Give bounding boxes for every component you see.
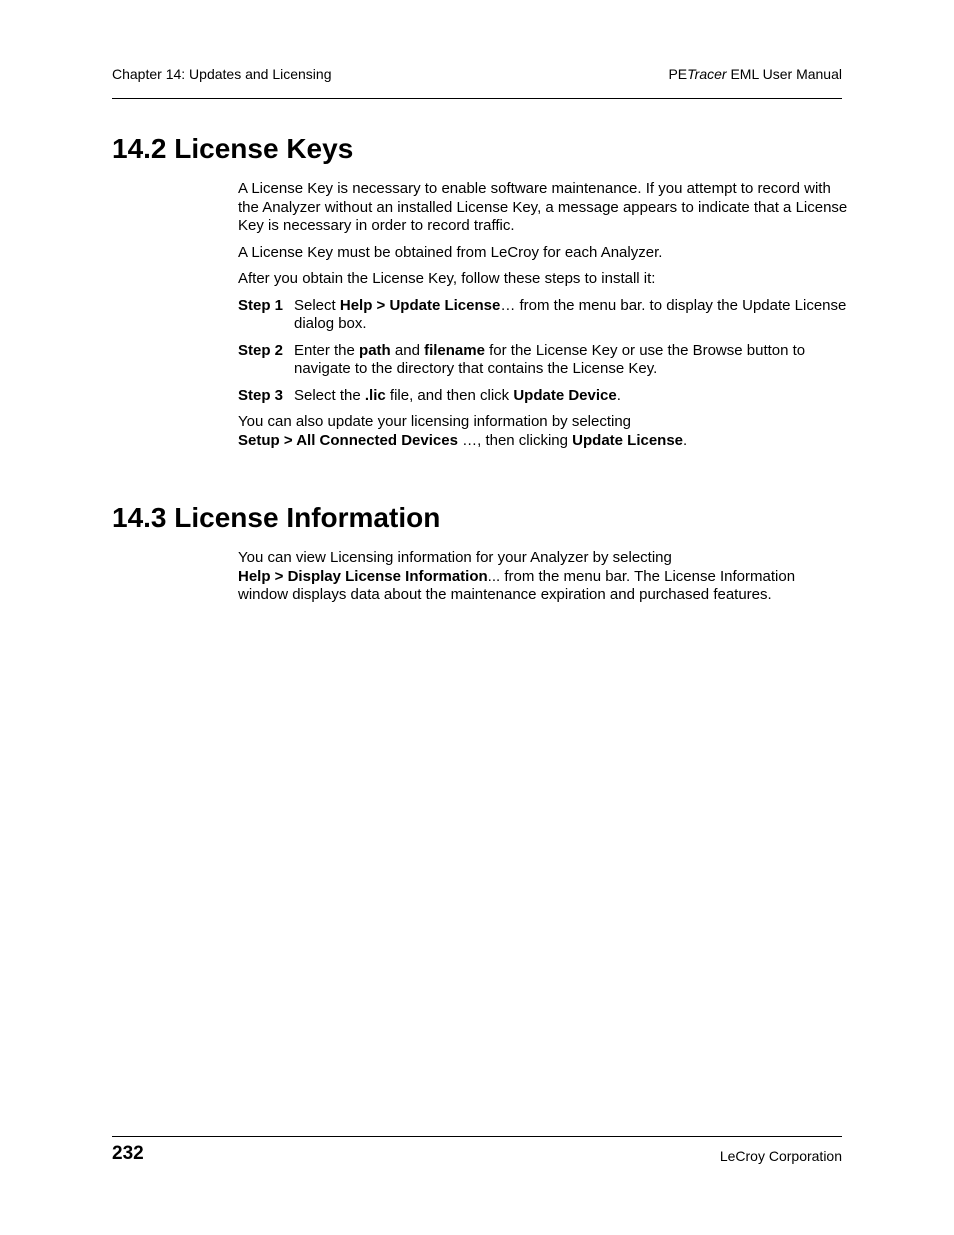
step-2 bbox=[238, 342, 848, 379]
step-label: Step 3 bbox=[238, 386, 284, 404]
manual-title-italic: Tracer bbox=[687, 66, 727, 82]
bold-term: Update License bbox=[572, 431, 684, 449]
section-title-license-keys: 14.2 License Keys bbox=[112, 133, 354, 164]
step-text: Select Help > Update License… from the menu bar. to display the Update License dialog box. bbox=[294, 296, 847, 332]
section-body-license-keys bbox=[238, 180, 848, 458]
page-number: 232 bbox=[112, 1143, 144, 1164]
step-3 bbox=[238, 387, 848, 406]
step-text: Select the .lic file, and then click Update Device. bbox=[294, 386, 621, 404]
footer-company: LeCroy Corporation bbox=[719, 1148, 842, 1164]
paragraph: You can also update your licensing information by selecting Setup > All Connected Devices …, then clicking Update License. bbox=[238, 413, 688, 449]
manual-title-suffix: EML User Manual bbox=[726, 66, 842, 82]
header-rule bbox=[112, 98, 842, 99]
paragraph: A License Key must be obtained from LeCroy for each Analyzer. bbox=[238, 243, 663, 261]
paragraph: You can view Licensing information for your Analyzer by selecting Help > Display License Information... from the menu bar. The License Information window displays data about the maintenance expiration and purchased features. bbox=[238, 549, 796, 603]
section-body-license-information bbox=[238, 549, 848, 613]
step-1 bbox=[238, 297, 848, 334]
running-header-manual-title bbox=[668, 66, 842, 82]
menu-path: Help > Display License Information bbox=[238, 567, 488, 585]
manual-title-prefix: PE bbox=[668, 66, 688, 82]
footer-rule bbox=[112, 1136, 842, 1137]
menu-path: Help > Update License bbox=[339, 296, 501, 314]
bold-term: .lic bbox=[364, 386, 386, 404]
bold-term: filename bbox=[424, 341, 485, 359]
step-label: Step 2 bbox=[238, 341, 284, 359]
paragraph: After you obtain the License Key, follow these steps to install it: bbox=[238, 270, 656, 287]
running-header-chapter: Chapter 14: Updates and Licensing bbox=[112, 66, 332, 82]
step-label: Step 1 bbox=[238, 296, 284, 314]
bold-term: Update Device bbox=[513, 386, 617, 404]
paragraph: A License Key is necessary to enable software maintenance. If you attempt to record with the Analyzer without an installed License Key, a message appears to indicate that a License Key is necessary in order to record traffic. bbox=[238, 180, 848, 234]
bold-term: path bbox=[359, 341, 391, 359]
section-title-license-information: 14.3 License Information bbox=[112, 502, 441, 533]
step-text: Enter the path and filename for the License Key or use the Browse button to navigate to the directory that contains the License Key. bbox=[294, 341, 806, 377]
menu-path: Setup > All Connected Devices bbox=[238, 431, 458, 449]
